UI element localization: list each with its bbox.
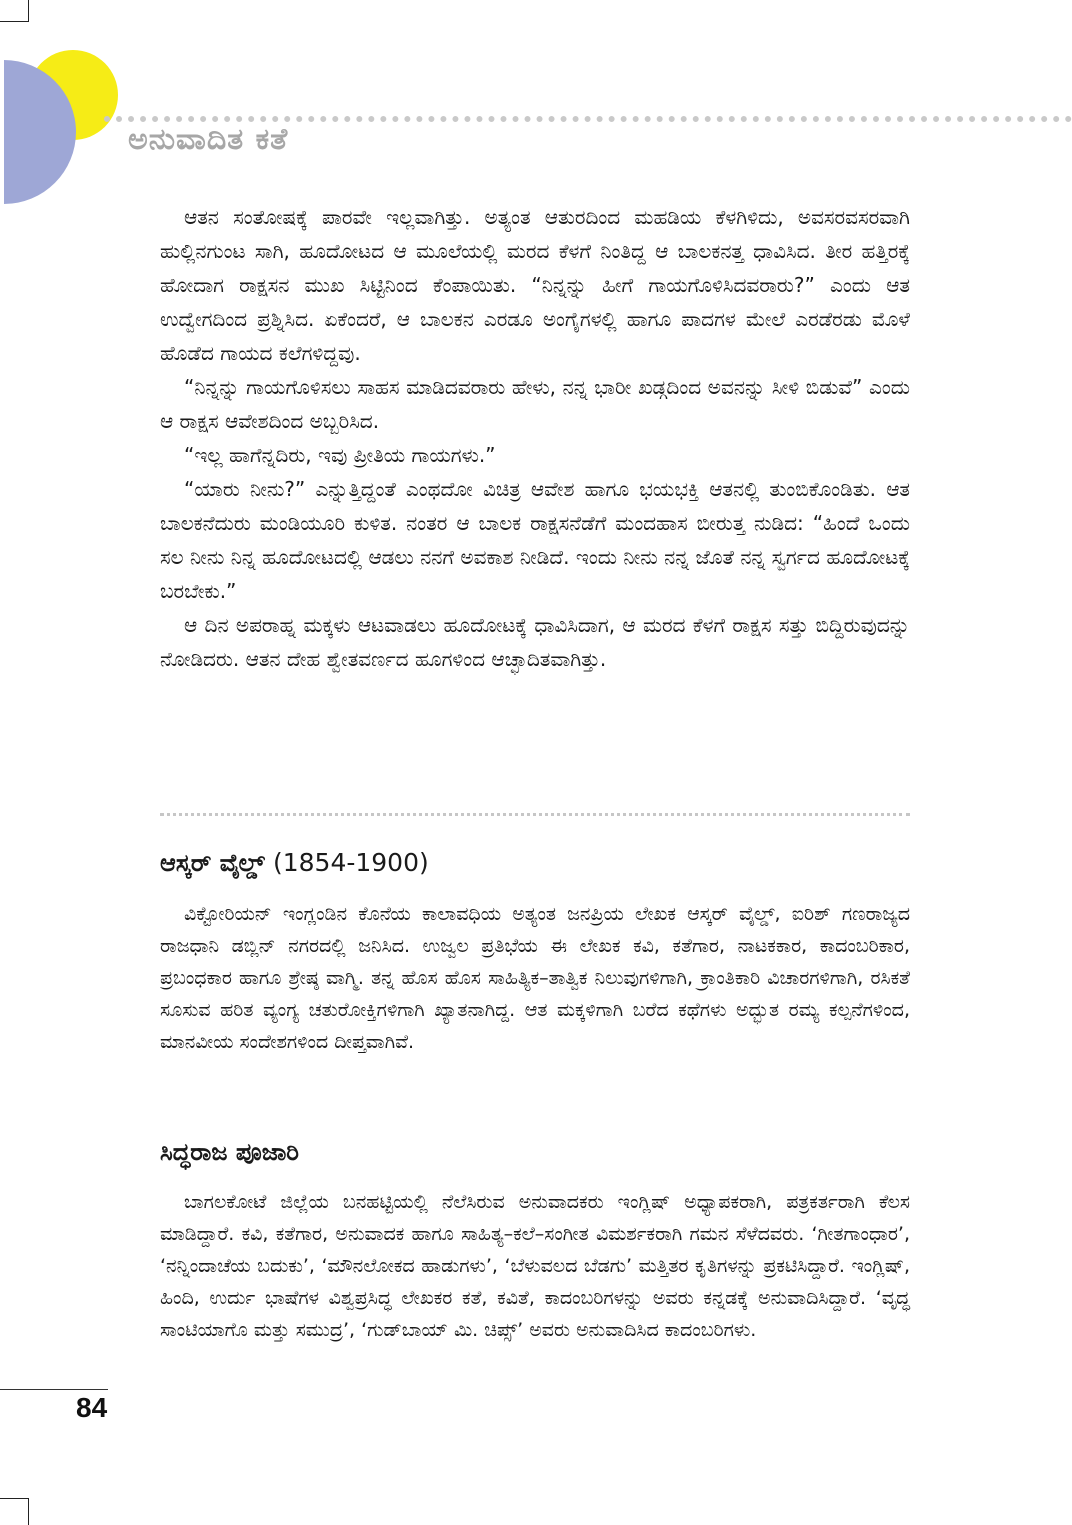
author-bio xyxy=(160,898,910,1058)
author-bio-text: ವಿಕ್ಟೋರಿಯನ್ ಇಂಗ್ಲಂಡಿನ ಕೊನೆಯ ಕಾಲಾವಧಿಯ ಅತ್ಯಂತ ಜನಪ್ರಿಯ ಲೇಖಕ ಆಸ್ಕರ್ ವೈಲ್ಡ್, ಐರಿಶ್ ಗಣರಾಜ್ಯದ ರಾಜಧಾನಿ ಡಬ್ಲಿನ್ ನಗರದಲ್ಲಿ ಜನಿಸಿದ. ಉಜ್ವಲ ಪ್ರತಿಭೆಯ ಈ ಲೇಖಕ ಕವಿ, ಕತೆಗಾರ, ನಾಟಕಕಾರ, ಕಾದಂಬರಿಕಾರ, ಪ್ರಬಂಧಕಾರ ಹಾಗೂ ಶ್ರೇಷ್ಠ ವಾಗ್ಮಿ. ತನ್ನ ಹೊಸ ಹೊಸ ಸಾಹಿತ್ಯಿಕ–ತಾತ್ವಿಕ ನಿಲುವುಗಳಿಗಾಗಿ, ಕ್ರಾಂತಿಕಾರಿ ವಿಚಾರಗಳಿಗಾಗಿ, ರಸಿಕತೆ ಸೂಸುವ ಹರಿತ ವ್ಯಂಗ್ಯ ಚತುರೋಕ್ತಿಗಳಿಗಾಗಿ ಖ್ಯಾತನಾಗಿದ್ದ. ಆತ ಮಕ್ಕಳಿಗಾಗಿ ಬರೆದ ಕಥೆಗಳು ಅದ್ಭುತ ರಮ್ಯ ಕಲ್ಪನೆಗಳಿಂದ, ಮಾನವೀಯ ಸಂದೇಶಗಳಿಂದ ದೀಪ್ತವಾಗಿವೆ. xyxy=(160,903,910,1053)
translator-bio-text: ಬಾಗಲಕೋಟೆ ಜಿಲ್ಲೆಯ ಬನಹಟ್ಟಿಯಲ್ಲಿ ನೆಲೆಸಿರುವ ಅನುವಾದಕರು ಇಂಗ್ಲಿಷ್ ಅಧ್ಯಾಪಕರಾಗಿ, ಪತ್ರಕರ್ತರಾಗಿ ಕೆಲಸ ಮಾಡಿದ್ದಾರೆ. ಕವಿ, ಕತೆಗಾರ, ಅನುವಾದಕ ಹಾಗೂ ಸಾಹಿತ್ಯ–ಕಲೆ–ಸಂಗೀತ ವಿಮರ್ಶಕರಾಗಿ ಗಮನ ಸೆಳೆದವರು. ‘ಗೀತಗಾಂಧಾರ’, ‘ನನ್ನಿಂದಾಚೆಯ ಬದುಕು’, ‘ಮೌನಲೋಕದ ಹಾಡುಗಳು’, ‘ಬೆಳುವಲದ ಬೆಡಗು’ ಮತ್ತಿತರ ಕೃತಿಗಳನ್ನು ಪ್ರಕಟಿಸಿದ್ದಾರೆ. ಇಂಗ್ಲಿಷ್, ಹಿಂದಿ, ಉರ್ದು ಭಾಷೆಗಳ ವಿಶ್ವಪ್ರಸಿದ್ಧ ಲೇಖಕರ ಕತೆ, ಕವಿತೆ, ಕಾದಂಬರಿಗಳನ್ನು ಅವರು ಕನ್ನಡಕ್ಕೆ ಅನುವಾದಿಸಿದ್ದಾರೆ. ‘ವೃದ್ಧ ಸಾಂಟಿಯಾಗೊ ಮತ್ತು ಸಮುದ್ರ’, ‘ಗುಡ್‌ಬಾಯ್ ಮಿ. ಚಿಪ್ಸ್’ ಅವರು ಅನುವಾದಿಸಿದ ಕಾದಂಬರಿಗಳು. xyxy=(160,1191,910,1341)
page-number-rule xyxy=(0,1389,108,1390)
author-years: (1854-1900) xyxy=(272,848,429,877)
crop-mark-bottom-left-vertical xyxy=(28,1498,29,1525)
author-heading xyxy=(160,848,429,877)
story-paragraph: ಆತನ ಸಂತೋಷಕ್ಕೆ ಪಾರವೇ ಇಲ್ಲವಾಗಿತ್ತು. ಅತ್ಯಂತ ಆತುರದಿಂದ ಮಹಡಿಯ ಕೆಳಗಿಳಿದು, ಅವಸರವಸರವಾಗಿ ಹುಲ್ಲಿನಗುಂಟ ಸಾಗಿ, ಹೂದೋಟದ ಆ ಮೂಲೆಯಲ್ಲಿ ಮರದ ಕೆಳಗೆ ನಿಂತಿದ್ದ ಆ ಬಾಲಕನತ್ತ ಧಾವಿಸಿದ. ತೀರ ಹತ್ತಿರಕ್ಕೆ ಹೋದಾಗ ರಾಕ್ಷಸನ ಮುಖ ಸಿಟ್ಟಿನಿಂದ ಕೆಂಪಾಯಿತು. “ನಿನ್ನನ್ನು ಹೀಗೆ ಗಾಯಗೊಳಿಸಿದವರಾರು?” ಎಂದು ಆತ ಉದ್ವೇಗದಿಂದ ಪ್ರಶ್ನಿಸಿದ. ಏಕೆಂದರೆ, ಆ ಬಾಲಕನ ಎರಡೂ ಅಂಗೈಗಳಲ್ಲಿ ಹಾಗೂ ಪಾದಗಳ ಮೇಲೆ ಎರಡೆರಡು ಮೊಳೆ ಹೊಡೆದ ಗಾಯದ ಕಲೆಗಳಿದ್ದವು. xyxy=(160,205,910,365)
section-separator xyxy=(160,813,910,816)
translator-bio xyxy=(160,1186,910,1346)
story-paragraph: ಆ ದಿನ ಅಪರಾಹ್ನ ಮಕ್ಕಳು ಆಟವಾಡಲು ಹೂದೋಟಕ್ಕೆ ಧಾವಿಸಿದಾಗ, ಆ ಮರದ ಕೆಳಗೆ ರಾಕ್ಷಸ ಸತ್ತು ಬಿದ್ದಿರುವುದನ್ನು ನೋಡಿದರು. ಆತನ ದೇಹ ಶ್ವೇತವರ್ಣದ ಹೂಗಳಿಂದ ಆಚ್ಛಾದಿತವಾಗಿತ್ತು. xyxy=(160,613,910,671)
section-title: ಅನುವಾದಿತ ಕತೆ xyxy=(128,122,289,157)
story-paragraph: “ನಿನ್ನನ್ನು ಗಾಯಗೊಳಿಸಲು ಸಾಹಸ ಮಾಡಿದವರಾರು ಹೇಳು, ನನ್ನ ಭಾರೀ ಖಡ್ಗದಿಂದ ಅವನನ್ನು ಸೀಳಿ ಬಿಡುವೆ” ಎಂದು ಆ ರಾಕ್ಷಸ ಆವೇಶದಿಂದ ಅಬ್ಬರಿಸಿದ. xyxy=(160,375,910,433)
translator-heading xyxy=(160,1138,299,1166)
translator-name: ಸಿದ್ಧರಾಜ ಪೂಜಾರಿ xyxy=(160,1138,299,1166)
story-body xyxy=(160,200,910,676)
page-number: 84 xyxy=(76,1392,108,1423)
header-decoration xyxy=(0,0,130,210)
story-paragraph: “ಯಾರು ನೀನು?” ಎನ್ನುತ್ತಿದ್ದಂತೆ ಎಂಥದೋ ವಿಚಿತ್ರ ಆವೇಶ ಹಾಗೂ ಭಯಭಕ್ತಿ ಆತನಲ್ಲಿ ತುಂಬಿಕೊಂಡಿತು. ಆತ ಬಾಲಕನೆದುರು ಮಂಡಿಯೂರಿ ಕುಳಿತ. ನಂತರ ಆ ಬಾಲಕ ರಾಕ್ಷಸನೆಡೆಗೆ ಮಂದಹಾಸ ಬೀರುತ್ತ ನುಡಿದ: “ಹಿಂದೆ ಒಂದು ಸಲ ನೀನು ನಿನ್ನ ಹೂದೋಟದಲ್ಲಿ ಆಡಲು ನನಗೆ ಅವಕಾಶ ನೀಡಿದೆ. ಇಂದು ನೀನು ನನ್ನ ಜೊತೆ ನನ್ನ ಸ್ವರ್ಗದ ಹೂದೋಟಕ್ಕೆ ಬರಬೇಕು.” xyxy=(160,477,910,603)
crop-mark-bottom-left-horizontal xyxy=(0,1498,29,1499)
author-name: ಆಸ್ಕರ್ ವೈಲ್ಡ್ xyxy=(160,849,265,877)
story-paragraph: “ಇಲ್ಲ ಹಾಗೆನ್ನದಿರು, ಇವು ಪ್ರೀತಿಯ ಗಾಯಗಳು.” xyxy=(184,443,496,467)
